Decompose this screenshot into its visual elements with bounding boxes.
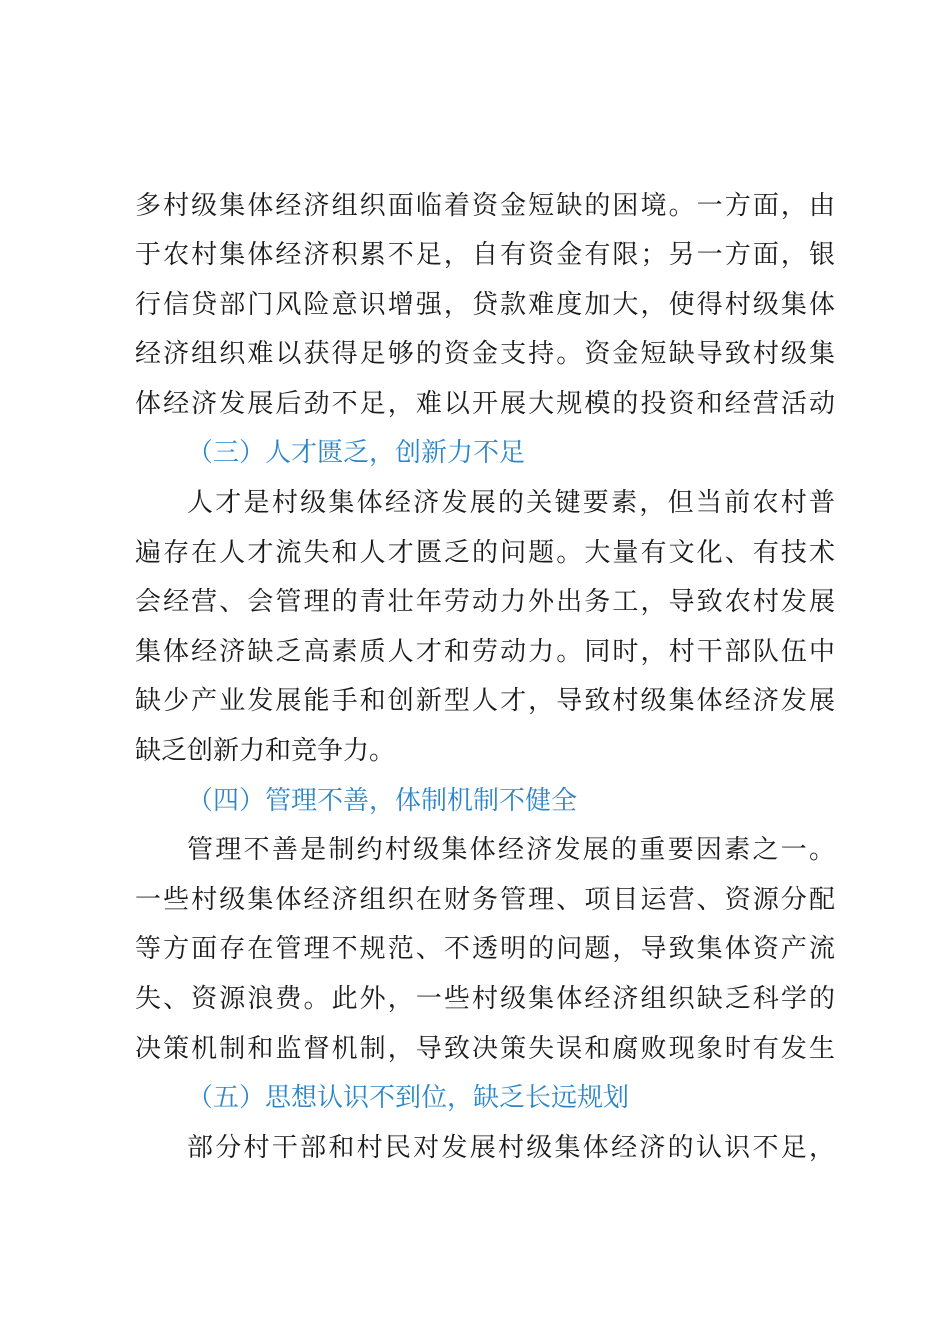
section-heading: （五）思想认识不到位，缺乏长远规划 xyxy=(187,1083,630,1113)
paragraph-line: 经济组织难以获得足够的资金支持。资金短缺导致村级集 xyxy=(135,339,835,369)
paragraph-line: 缺少产业发展能手和创新型人才，导致村级集体经济发展 xyxy=(135,686,835,716)
paragraph-line: 遍存在人才流失和人才匮乏的问题。大量有文化、有技术 xyxy=(135,538,835,568)
paragraph-line: 于农村集体经济积累不足，自有资金有限；另一方面，银 xyxy=(135,240,835,270)
section-heading: （三）人才匮乏，创新力不足 xyxy=(187,438,526,468)
paragraph-line: 缺乏创新力和竞争力。 xyxy=(135,736,396,766)
paragraph-line: 失、资源浪费。此外，一些村级集体经济组织缺乏科学的 xyxy=(135,984,835,1014)
section-heading: （四）管理不善，体制机制不健全 xyxy=(187,786,578,816)
paragraph-line: 等方面存在管理不规范、不透明的问题，导致集体资产流 xyxy=(135,934,835,964)
paragraph-line: 会经营、会管理的青壮年劳动力外出务工，导致农村发展 xyxy=(135,587,835,617)
paragraph-line: 决策机制和监督机制，导致决策失误和腐败现象时有发生 xyxy=(135,1034,835,1064)
paragraph-line: 集体经济缺乏高素质人才和劳动力。同时，村干部队伍中 xyxy=(135,637,835,667)
paragraph-line: 多村级集体经济组织面临着资金短缺的困境。一方面，由 xyxy=(135,191,835,221)
paragraph-line: 人才是村级集体经济发展的关键要素，但当前农村普 xyxy=(187,488,835,518)
paragraph-line: 部分村干部和村民对发展村级集体经济的认识不足， xyxy=(187,1133,835,1163)
paragraph-line: 行信贷部门风险意识增强，贷款难度加大，使得村级集体 xyxy=(135,290,835,320)
paragraph-line: 一些村级集体经济组织在财务管理、项目运营、资源分配 xyxy=(135,885,835,915)
paragraph-line: 体经济发展后劲不足，难以开展大规模的投资和经营活动 xyxy=(135,389,835,419)
paragraph-line: 管理不善是制约村级集体经济发展的重要因素之一。 xyxy=(187,835,835,865)
